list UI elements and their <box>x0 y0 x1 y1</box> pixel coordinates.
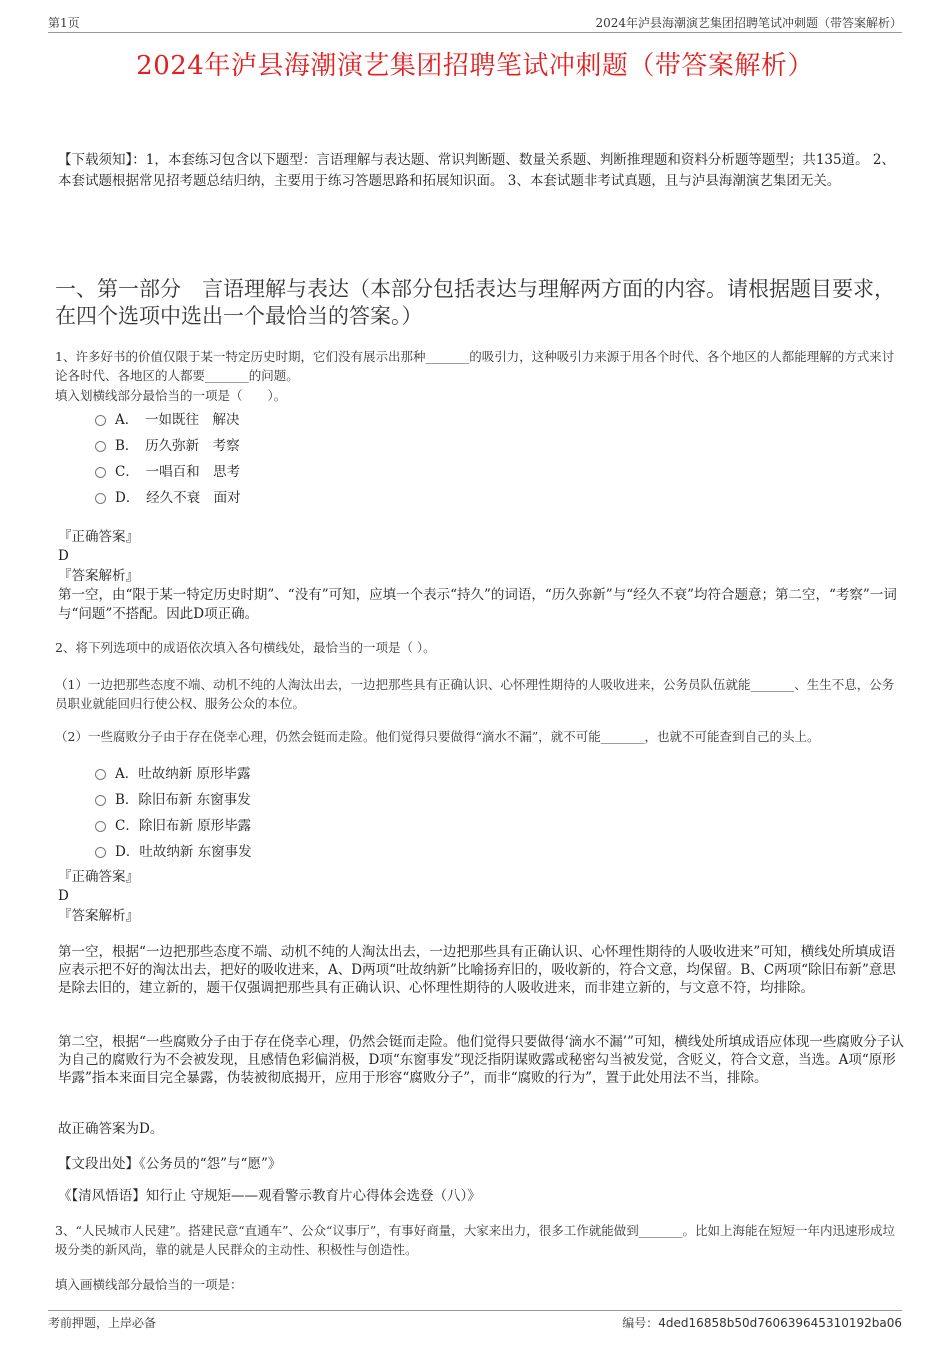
q2-analysis-p1: 第一空，根据“一边把那些态度不端、动机不纯的人淘汰出去，一边把那些具有正确认识、心怀理性期待的人吸收进来”可知，横线处所填成语应表示把不好的淘汰出去，把好的吸收进来，A、D两项“吐故纳新”比喻扬弃旧的，吸收新的，符合文意，均保留。B、C两项“除旧布新”意思是除去旧的，建立新的，题干仅强调把那些具有正确认识、心怀理性期待的人吸收进来，而非建立新的，与文意不符，均排除。 <box>58 944 896 996</box>
q2-source-2: 《【清风悟语】知行止 守规矩——观看警示教育片心得体会选登（八）》 <box>58 1188 481 1204</box>
q3-prompt: 填入画横线部分最恰当的一项是： <box>55 1277 243 1292</box>
option-label: D．吐故纳新 东窗事发 <box>115 844 252 860</box>
q2-sub1: （1）一边把那些态度不端、动机不纯的人淘汰出去，一边把那些具有正确认识、心怀理性期待的人吸收进来，公务员队伍就能_______、生生不息，公务员职业就能回归行使公权、服务公众的本位。 <box>55 677 895 711</box>
q2-option-c[interactable] <box>95 811 252 837</box>
footer-slogan: 考前押题，上岸必备 <box>48 1316 157 1330</box>
q1-option-a[interactable] <box>95 405 241 431</box>
q1-prompt: 填入划横线部分最恰当的一项是（ ）。 <box>55 388 287 403</box>
q2-analysis-label: 『答案解析』 <box>58 908 139 924</box>
q2-options <box>95 759 252 863</box>
q1-option-b[interactable] <box>95 431 241 457</box>
radio-icon[interactable] <box>95 821 106 832</box>
q2-answer: D <box>58 888 69 904</box>
option-label: A． 一如既往 解决 <box>115 412 240 428</box>
q2-option-d[interactable] <box>95 837 252 863</box>
q2-source: 【文段出处】《公务员的“怨”与“愿”》 <box>58 1156 282 1172</box>
footer-divider <box>48 1310 902 1311</box>
header-divider <box>48 32 902 33</box>
radio-icon[interactable] <box>95 795 106 806</box>
q1-analysis: 第一空，由“限于某一特定历史时期”、“没有”可知，应填一个表示“持久”的词语，“历久弥新”与“经久不衰”均符合题意；第二空，“考察”一词与“问题”不搭配。因此D项正确。 <box>58 587 897 622</box>
q1-answer-label: 『正确答案』 <box>58 529 139 545</box>
section-title: 一、第一部分 言语理解与表达（本部分包括表达与理解两方面的内容。请根据题目要求，在四个选项中选出一个最恰当的答案。） <box>55 277 895 328</box>
q1-options <box>95 405 241 509</box>
radio-icon[interactable] <box>95 415 106 426</box>
q2-analysis-conclusion: 故正确答案为D。 <box>58 1121 164 1137</box>
footer-code-value: 4ded16858b50d760639645310192ba06 <box>658 1316 902 1330</box>
q2-sub2: （2）一些腐败分子由于存在侥幸心理，仍然会铤而走险。他们觉得只要做得“滴水不漏”，就不可能_______，也就不可能查到自己的头上。 <box>55 729 820 744</box>
q3-stem: 3、“人民城市人民建”。搭建民意“直通车”、公众“议事厅”，有事好商量，大家来出力，很多工作就能做到_______。比如上海能在短短一年内迅速形成垃圾分类的新风尚，靠的就是人民群众的主动性、积极性与创造性。 <box>55 1223 896 1257</box>
radio-icon[interactable] <box>95 467 106 478</box>
q1-analysis-label: 『答案解析』 <box>58 568 139 584</box>
q2-stem: 2、将下列选项中的成语依次填入各句横线处，最恰当的一项是（ ）。 <box>55 640 436 655</box>
header-page-label: 第1页 <box>48 16 80 30</box>
q2-analysis-p2: 第二空，根据“一些腐败分子由于存在侥幸心理，仍然会铤而走险。他们觉得只要做得‘滴水不漏’”可知，横线处所填成语应体现一些腐败分子认为自己的腐败行为不会被发现，且感情色彩偏消极，D项“东窗事发”现泛指阴谋败露或秘密勾当被发觉，含贬义，符合文意，当选。A项“原形毕露”指本来面目完全暴露，伪装被彻底揭开，应用于形容“腐败分子”，而非“腐败的行为”，置于此处用法不当，排除。 <box>58 1034 904 1086</box>
footer-code-label: 编号： <box>622 1316 659 1330</box>
q2-answer-label: 『正确答案』 <box>58 869 139 885</box>
radio-icon[interactable] <box>95 769 106 780</box>
radio-icon[interactable] <box>95 847 106 858</box>
radio-icon[interactable] <box>95 441 106 452</box>
q1-stem: 1、许多好书的价值仅限于某一特定历史时期，它们没有展示出那种_______的吸引力，这种吸引力来源于用各个时代、各个地区的人都能理解的方式来讨论各时代、各地区的人都要_______的问题。 <box>55 349 895 383</box>
q2-option-a[interactable] <box>95 759 252 785</box>
radio-icon[interactable] <box>95 493 106 504</box>
download-notice: 【下载须知】：1，本套练习包含以下题型：言语理解与表达题、常识判断题、数量关系题、判断推理题和资料分析题等题型；共135道。 2、本套试题根据常见招考题总结归纳，主要用于练习答题思路和拓展知识面。 3、本套试题非考试真题，且与泸县海潮演艺集团无关。 <box>58 152 895 189</box>
option-label: B．除旧布新 东窗事发 <box>115 792 251 808</box>
header-doc-title: 2024年泸县海潮演艺集团招聘笔试冲刺题（带答案解析） <box>595 16 902 30</box>
q1-option-c[interactable] <box>95 457 241 483</box>
q2-option-b[interactable] <box>95 785 252 811</box>
option-label: A．吐故纳新 原形毕露 <box>115 766 251 782</box>
option-label: C． 一唱百和 思考 <box>115 464 241 480</box>
option-label: C．除旧布新 原形毕露 <box>115 818 252 834</box>
option-label: B． 历久弥新 考察 <box>115 438 240 454</box>
document-title: 2024年泸县海潮演艺集团招聘笔试冲刺题（带答案解析） <box>136 51 814 81</box>
q1-answer: D <box>58 548 69 564</box>
footer-code <box>622 1314 902 1331</box>
option-label: D． 经久不衰 面对 <box>115 490 241 506</box>
q1-option-d[interactable] <box>95 483 241 509</box>
